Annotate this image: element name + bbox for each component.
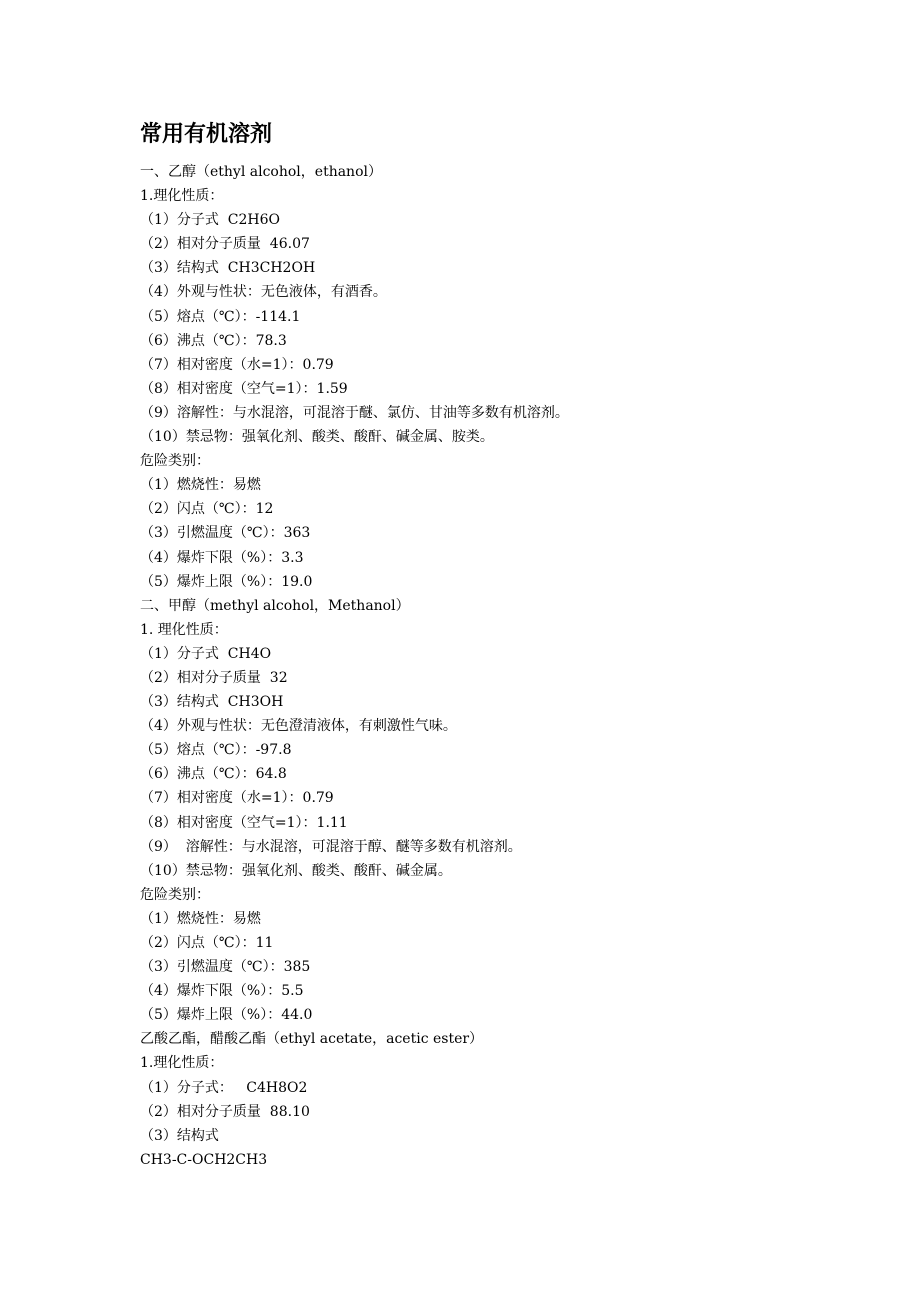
text-line: （5）爆炸上限（%）：44.0 xyxy=(140,1007,313,1024)
text-line: （1）分子式 C2H6O xyxy=(140,212,281,229)
text-line: （7）相对密度（水=1）：0.79 xyxy=(140,790,334,807)
text-line: （3）引燃温度（℃）：385 xyxy=(140,959,311,976)
text-line: （5）爆炸上限（%）：19.0 xyxy=(140,573,313,590)
text-line: （2）闪点（℃）：12 xyxy=(140,501,274,518)
text-line: （10）禁忌物：强氧化剂、酸类、酸酐、碱金属。 xyxy=(140,862,452,879)
text-line: 一、乙醇（ethyl alcohol，ethanol） xyxy=(140,164,382,180)
text-line: （3）结构式 CH3OH xyxy=(140,694,284,711)
text-line: （9） 溶解性：与水混溶，可混溶于醇、醚等多数有机溶剂。 xyxy=(140,838,522,855)
text-line: （8）相对密度（空气=1）：1.59 xyxy=(140,380,348,397)
text-line: 危险类别： xyxy=(140,886,210,903)
text-line: （4）爆炸下限（%）：5.5 xyxy=(140,983,304,1000)
text-line: （6）沸点（℃）：64.8 xyxy=(140,766,287,783)
text-line: 二、甲醇（methyl alcohol，Methanol） xyxy=(140,597,410,614)
text-line: （2）相对分子质量 32 xyxy=(140,669,288,686)
text-line: 1. 理化性质： xyxy=(140,621,228,638)
text-line: （4）爆炸下限（%）：3.3 xyxy=(140,549,304,566)
text-line: 危险类别： xyxy=(140,453,210,470)
text-line: 1.理化性质： xyxy=(140,1055,224,1072)
text-line: （5）熔点（℃）：-97.8 xyxy=(140,742,292,759)
text-line: （2）闪点（℃）：11 xyxy=(140,935,274,951)
text-line: （1）分子式： C4H8O2 xyxy=(140,1079,308,1096)
text-line: CH3-C-OCH2CH3 xyxy=(140,1151,268,1168)
text-line: （4）外观与性状：无色液体，有酒香。 xyxy=(140,284,387,301)
text-line: （2）相对分子质量 46.07 xyxy=(140,236,310,253)
text-line: 1.理化性质： xyxy=(140,188,224,205)
text-line: （5）熔点（℃）：-114.1 xyxy=(140,308,301,325)
text-line: （9）溶解性：与水混溶，可混溶于醚、氯仿、甘油等多数有机溶剂。 xyxy=(140,404,569,421)
text-line: （4）外观与性状：无色澄清液体，有刺激性气味。 xyxy=(140,718,457,735)
text-line: （1）燃烧性：易燃 xyxy=(140,477,261,494)
text-line: （10）禁忌物：强氧化剂、酸类、酸酐、碱金属、胺类。 xyxy=(140,429,494,446)
text-line: （7）相对密度（水=1）：0.79 xyxy=(140,356,334,373)
text-line: （3）引燃温度（℃）：363 xyxy=(140,525,311,542)
text-line: （2）相对分子质量 88.10 xyxy=(140,1103,310,1120)
text-line: （1）燃烧性：易燃 xyxy=(140,910,261,927)
document-body xyxy=(140,160,860,1172)
text-line: （3）结构式 xyxy=(140,1127,219,1144)
text-line: （3）结构式 CH3CH2OH xyxy=(140,260,316,277)
text-line: （8）相对密度（空气=1）：1.11 xyxy=(140,814,348,831)
text-line: （1）分子式 CH4O xyxy=(140,645,272,662)
text-line: 乙酸乙酯，醋酸乙酯（ethyl acetate，acetic ester） xyxy=(140,1031,484,1048)
text-line: （6）沸点（℃）：78.3 xyxy=(140,332,287,349)
document-title: 常用有机溶剂 xyxy=(140,122,273,147)
